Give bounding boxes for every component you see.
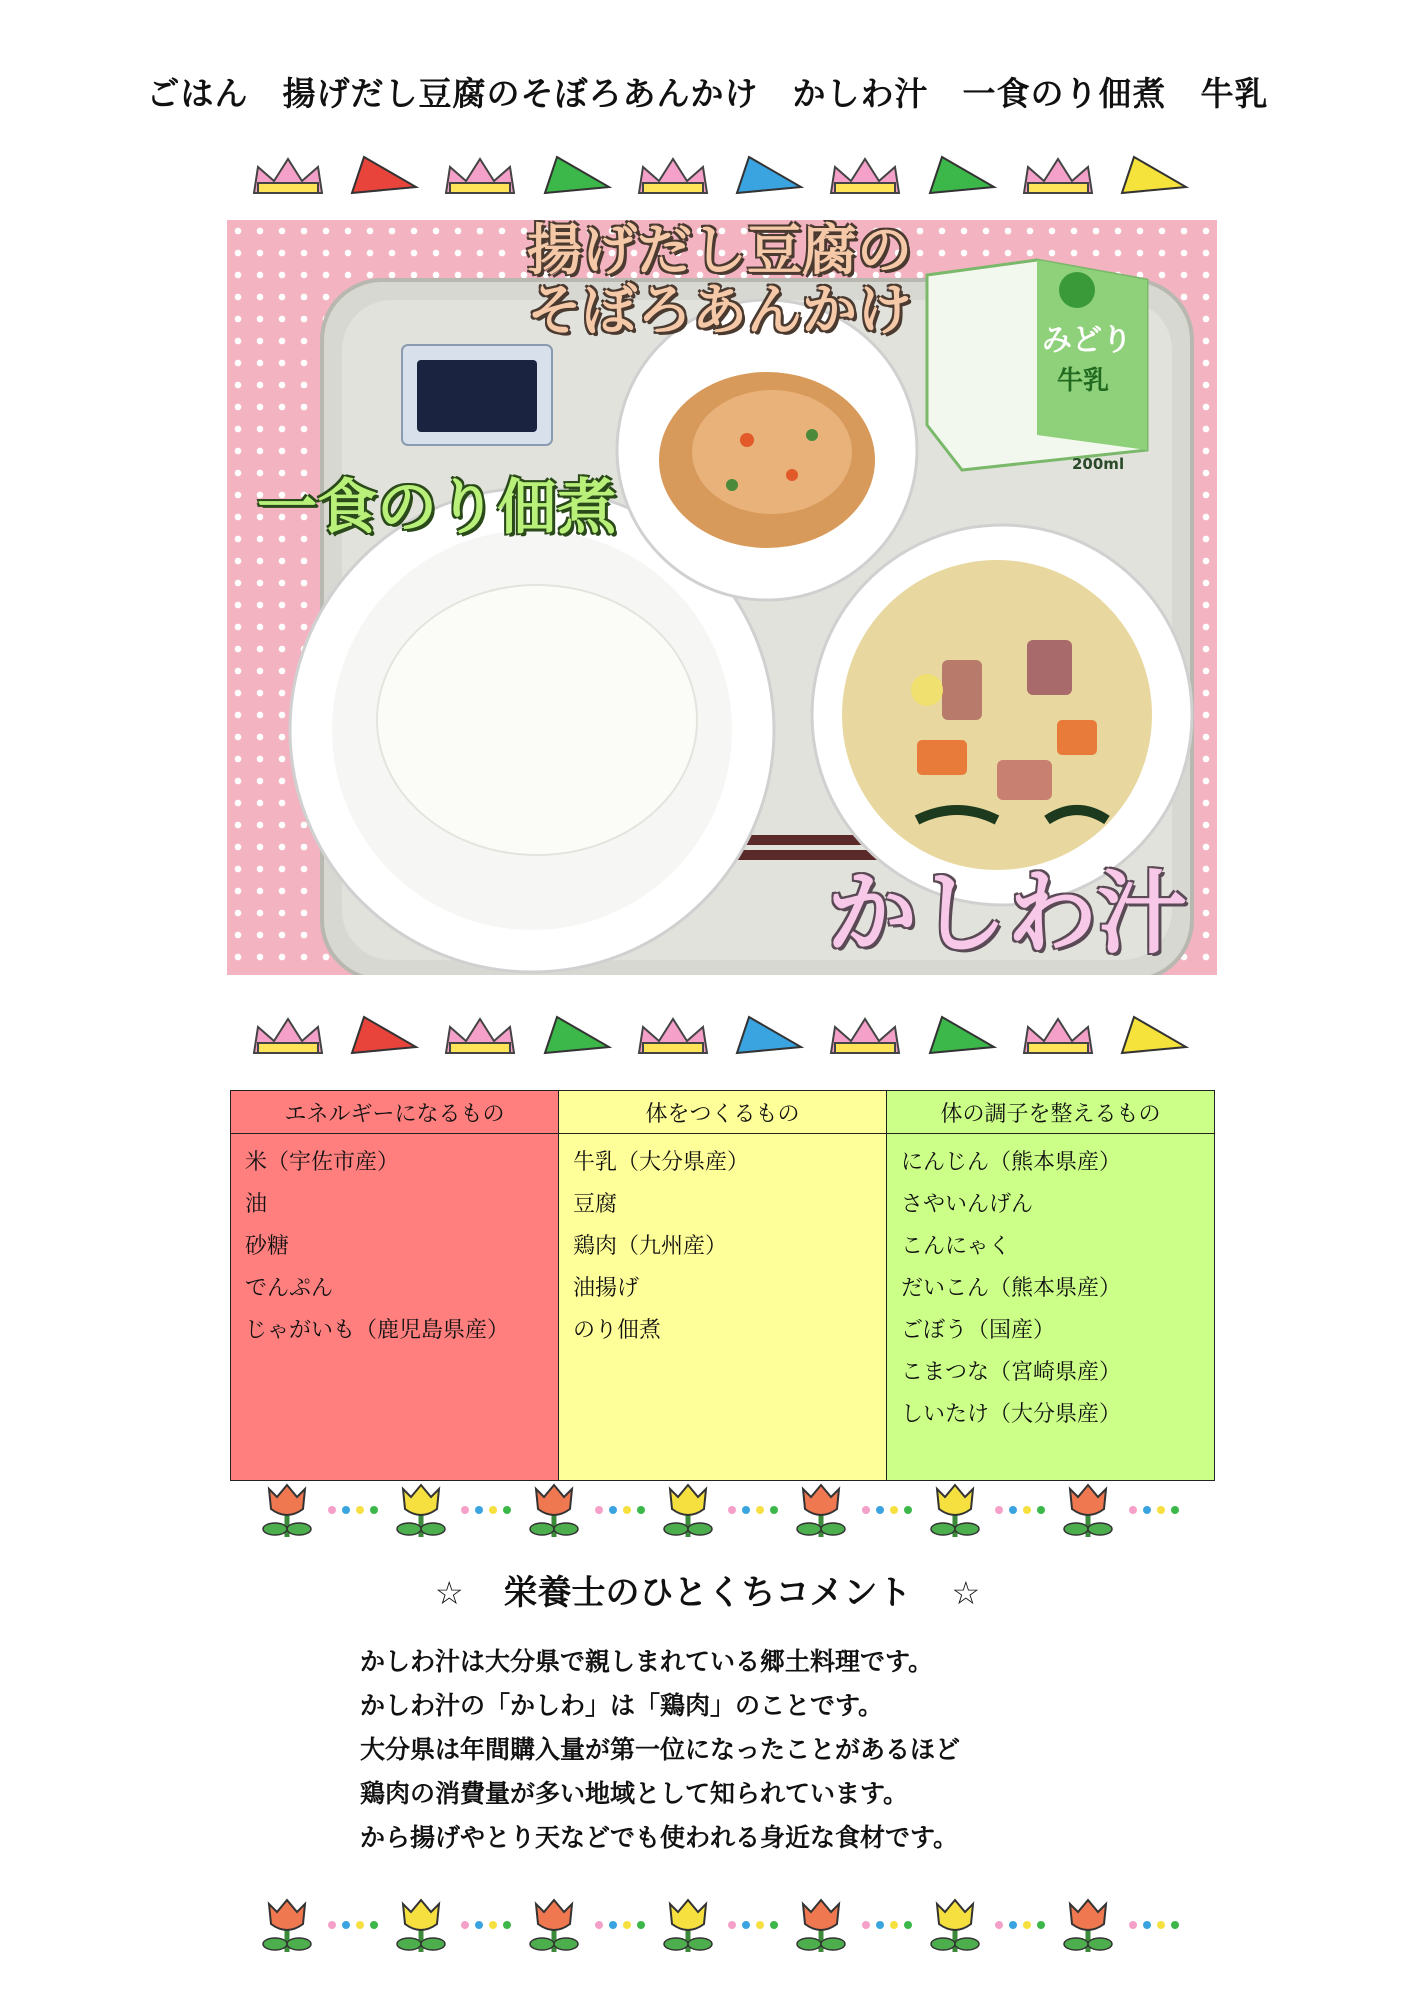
- pink-crown-icon: [442, 153, 518, 197]
- dots-icon: [591, 1500, 651, 1520]
- tulip-icon: [789, 1892, 853, 1958]
- kashiwa-soup: [842, 560, 1152, 870]
- comment-line: 大分県は年間購入量が第一位になったことがあるほど: [360, 1735, 961, 1764]
- tulip-icon: [1056, 1892, 1120, 1958]
- food-item: さやいんげん: [901, 1192, 1034, 1217]
- label-agedashi: [527, 220, 912, 340]
- label-kashiwa: かしわ汁: [827, 861, 1187, 966]
- dots-icon: [457, 1915, 517, 1935]
- comment-heading: [0, 1565, 1415, 1614]
- blue-flag-icon: [733, 1013, 805, 1057]
- food-item: でんぷん: [245, 1276, 334, 1301]
- tulip-icon: [656, 1892, 720, 1958]
- food-item: ごぼう（国産）: [901, 1318, 1056, 1343]
- food-item: 鶏肉（九州産）: [573, 1234, 728, 1259]
- tulip-icon: [923, 1892, 987, 1958]
- dots-icon: [591, 1915, 651, 1935]
- star-icon: ☆: [434, 1574, 464, 1612]
- menu-title: ごはん 揚げだし豆腐のそぼろあんかけ かしわ汁 一食のり佃煮 牛乳: [146, 74, 1269, 113]
- comment-line: かしわ汁は大分県で親しまれている郷土料理です。: [360, 1647, 934, 1676]
- tulip-icon: [522, 1477, 586, 1543]
- food-item: こまつな（宮崎県産）: [901, 1360, 1122, 1385]
- pink-crown-icon: [827, 1013, 903, 1057]
- red-flag-icon: [348, 153, 420, 197]
- food-item: 豆腐: [573, 1192, 618, 1217]
- food-item: しいたけ（大分県産）: [901, 1402, 1122, 1427]
- dots-icon: [724, 1915, 784, 1935]
- green-flag-icon: [541, 153, 613, 197]
- header-energy: エネルギーになるもの: [231, 1091, 559, 1134]
- comment-line: かしわ汁の「かしわ」は「鶏肉」のことです。: [360, 1691, 884, 1720]
- dots-icon: [858, 1915, 918, 1935]
- pink-crown-icon: [635, 1013, 711, 1057]
- yellow-flag-icon: [1118, 153, 1190, 197]
- food-item: のり佃煮: [573, 1318, 662, 1343]
- rice: [377, 585, 697, 855]
- yellow-flag-icon: [1118, 1013, 1190, 1057]
- dots-icon: [991, 1500, 1051, 1520]
- green-flag-icon: [926, 1013, 998, 1057]
- food-group-table: [230, 1090, 1215, 1481]
- pink-crown-icon: [1020, 1013, 1096, 1057]
- blue-flag-icon: [733, 153, 805, 197]
- label-agedashi-line1: 揚げだし豆腐の: [527, 220, 913, 282]
- red-flag-icon: [348, 1013, 420, 1057]
- dots-icon: [324, 1500, 384, 1520]
- food-item: 米（宇佐市産）: [245, 1150, 400, 1175]
- tulip-icon: [1056, 1477, 1120, 1543]
- pink-crown-icon: [442, 1013, 518, 1057]
- milk-volume: 200ml: [1072, 455, 1125, 473]
- label-nori: 一食のり佃煮: [257, 473, 617, 543]
- pink-crown-icon: [827, 153, 903, 197]
- food-item: だいこん（熊本県産）: [901, 1276, 1122, 1301]
- tulip-icon: [255, 1477, 319, 1543]
- food-item: こんにゃく: [901, 1234, 1011, 1259]
- header-condition: 体の調子を整えるもの: [887, 1091, 1215, 1134]
- decoration-row-bottom: [250, 1005, 1190, 1065]
- meal-photo: [227, 220, 1217, 975]
- tulip-icon: [923, 1477, 987, 1543]
- star-icon: ☆: [951, 1574, 981, 1612]
- tulip-row-bottom: [255, 1890, 1185, 1960]
- dots-icon: [724, 1500, 784, 1520]
- energy-cell: [231, 1134, 559, 1481]
- comment-body: [360, 1640, 1160, 1860]
- milk-brand: みどり: [1042, 323, 1132, 358]
- label-agedashi-line2: そぼろあんかけ: [527, 278, 913, 342]
- dots-icon: [991, 1915, 1051, 1935]
- food-item: 牛乳（大分県産）: [573, 1150, 750, 1175]
- dots-icon: [1125, 1915, 1185, 1935]
- tulip-icon: [656, 1477, 720, 1543]
- tulip-icon: [789, 1477, 853, 1543]
- pink-crown-icon: [635, 153, 711, 197]
- comment-line: から揚げやとり天などでも使われる身近な食材です。: [360, 1823, 959, 1852]
- milk-name: 牛乳: [1057, 366, 1110, 396]
- pink-crown-icon: [1020, 153, 1096, 197]
- dots-icon: [457, 1500, 517, 1520]
- food-item: 油揚げ: [573, 1276, 640, 1301]
- tulip-icon: [389, 1892, 453, 1958]
- green-flag-icon: [926, 153, 998, 197]
- tulip-icon: [255, 1892, 319, 1958]
- tulip-row-top: [255, 1475, 1185, 1545]
- food-item: 油: [245, 1192, 268, 1217]
- comment-line: 鶏肉の消費量が多い地域として知られています。: [360, 1779, 909, 1808]
- food-item: 砂糖: [245, 1234, 290, 1259]
- decoration-row-top: [250, 145, 1190, 205]
- header-body: 体をつくるもの: [559, 1091, 887, 1134]
- tulip-icon: [522, 1892, 586, 1958]
- pink-crown-icon: [250, 1013, 326, 1057]
- body-cell: [559, 1134, 887, 1481]
- pink-crown-icon: [250, 153, 326, 197]
- food-item: にんじん（熊本県産）: [901, 1150, 1122, 1175]
- tulip-icon: [389, 1477, 453, 1543]
- condition-cell: [887, 1134, 1215, 1481]
- dots-icon: [1125, 1500, 1185, 1520]
- dots-icon: [858, 1500, 918, 1520]
- dots-icon: [324, 1915, 384, 1935]
- green-flag-icon: [541, 1013, 613, 1057]
- food-item: じゃがいも（鹿児島県産）: [245, 1318, 510, 1343]
- comment-title: 栄養士のひとくちコメント: [503, 1573, 912, 1613]
